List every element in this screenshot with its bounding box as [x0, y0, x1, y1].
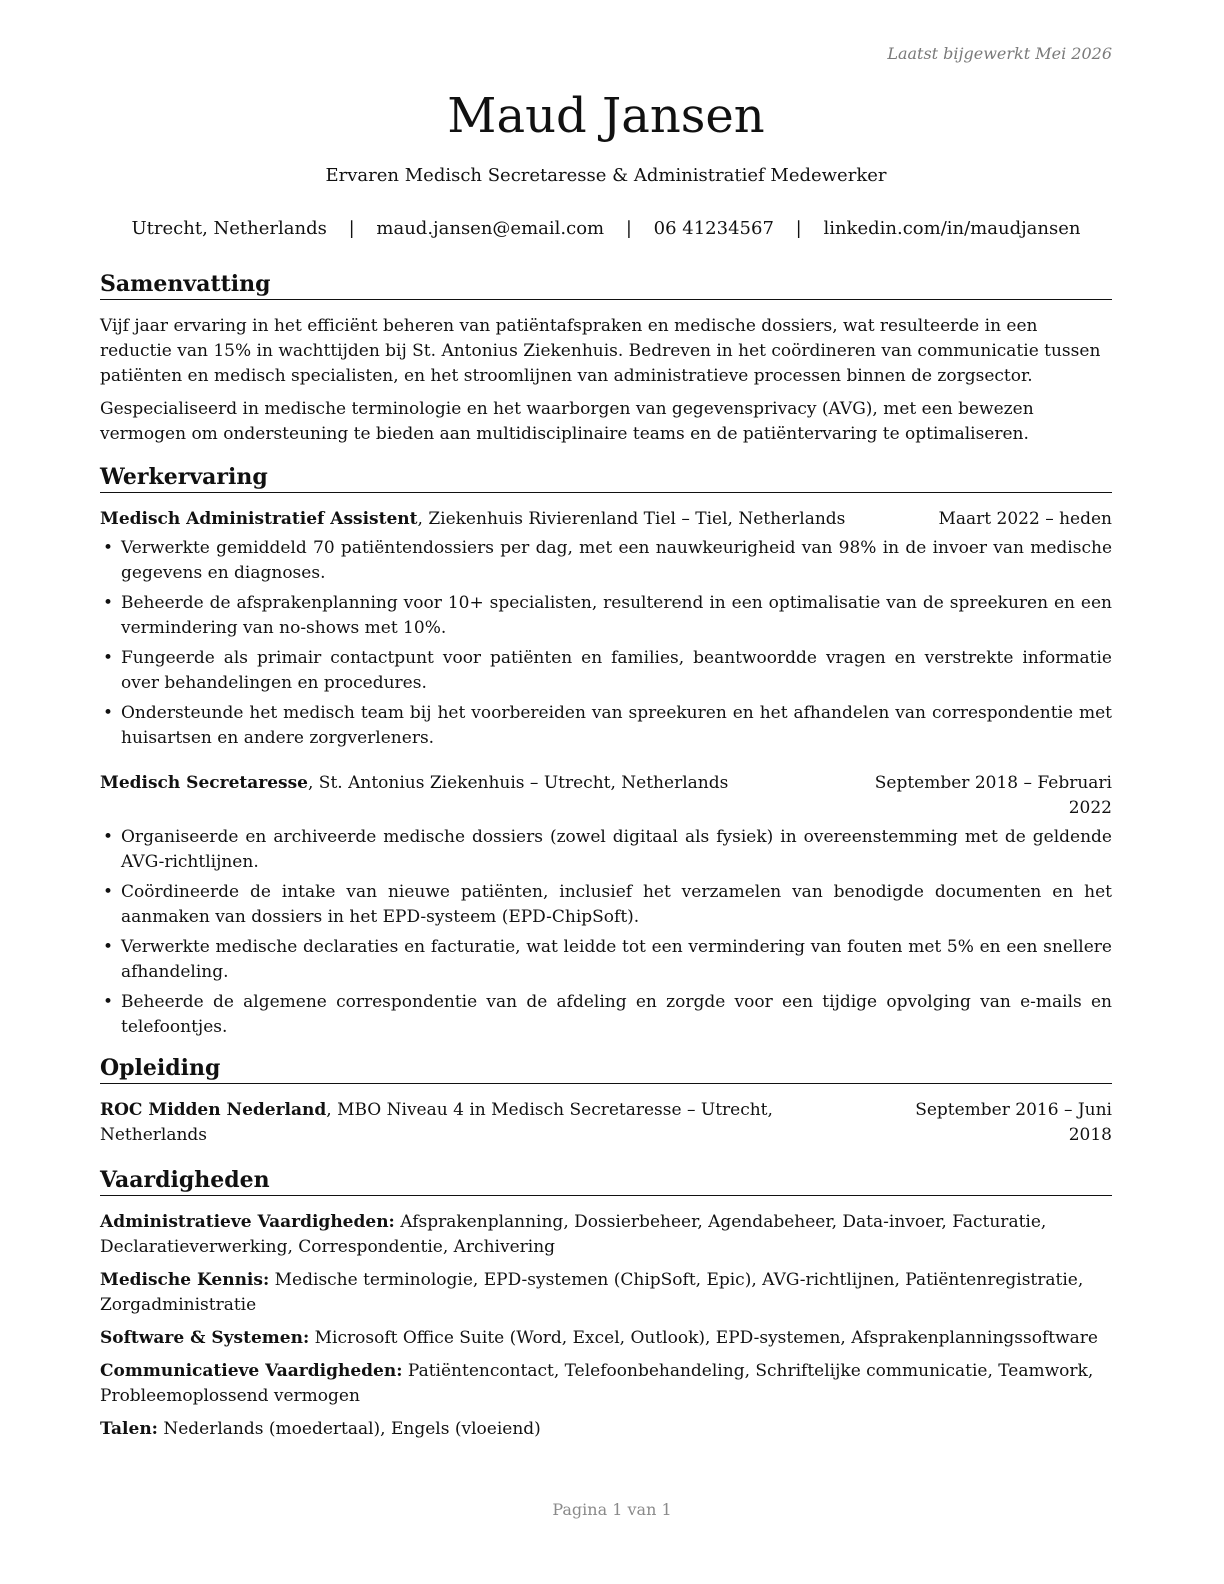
education-section	[100, 1054, 1112, 1148]
section-title-experience: Werkervaring	[100, 463, 1112, 493]
contact-line	[100, 217, 1112, 241]
education-dates: September 2016 – Juni 2018	[915, 1100, 1112, 1145]
candidate-name: Maud Jansen	[447, 88, 765, 144]
contact-separator: |	[625, 218, 632, 239]
contact-linkedin[interactable]: linkedin.com/in/maudjansen	[823, 218, 1081, 239]
section-title-skills: Vaardigheden	[100, 1166, 1112, 1196]
job-bullet: • Verwerkte medische declaraties en facturatie, wat leidde tot een vermindering van fouten met 5% en een snellere afhandeling.	[100, 935, 1112, 985]
job-header	[100, 771, 1112, 821]
job-entry	[100, 771, 1112, 1040]
skill-label: Administratieve Vaardigheden:	[100, 1212, 395, 1232]
skill-label: Talen:	[100, 1419, 158, 1439]
education-detail: , MBO Niveau 4 in Medisch Secretaresse – Utrecht, Netherlands	[100, 1100, 773, 1145]
job-title-line	[100, 771, 872, 796]
contact-separator: |	[348, 218, 355, 239]
job-header	[100, 507, 1112, 532]
skill-value: Patiëntencontact, Telefoonbehandeling, Schriftelijke communicatie, Teamwork, Probleemoplossend vermogen	[100, 1361, 1094, 1406]
resume-body	[100, 270, 1112, 1450]
skill-row	[100, 1268, 1112, 1318]
skill-label: Communicatieve Vaardigheden:	[100, 1361, 403, 1381]
education-school: ROC Midden Nederland	[100, 1100, 327, 1120]
experience-section	[100, 463, 1112, 1040]
skill-row	[100, 1359, 1112, 1409]
job-title-line	[100, 507, 938, 532]
skill-row	[100, 1210, 1112, 1260]
job-entry	[100, 507, 1112, 751]
job-bullet: • Ondersteunde het medisch team bij het voorbereiden van spreekuren en het afhandelen van correspondentie met huisartsen en andere zorgverleners.	[100, 701, 1112, 751]
job-organization: , St. Antonius Ziekenhuis – Utrecht, Netherlands	[308, 773, 729, 793]
job-bullets	[100, 536, 1112, 751]
last-updated-note: Laatst bijgewerkt Mei 2026	[887, 44, 1112, 63]
contact-phone[interactable]: 06 41234567	[653, 218, 774, 239]
contact-location: Utrecht, Netherlands	[131, 218, 327, 239]
job-bullet: • Verwerkte gemiddeld 70 patiëntendossiers per dag, met een nauwkeurigheid van 98% in de invoer van medische gegevens en diagnoses.	[100, 536, 1112, 586]
job-bullet: • Fungeerde als primair contactpunt voor patiënten en families, beantwoordde vragen en verstrekte informatie over behandelingen en procedures.	[100, 646, 1112, 696]
skill-value: Medische terminologie, EPD-systemen (ChipSoft, Epic), AVG-richtlijnen, Patiëntenregistratie, Zorgadministratie	[100, 1270, 1084, 1315]
section-title-education: Opleiding	[100, 1054, 1112, 1084]
skill-value: Afsprakenplanning, Dossierbeheer, Agendabeheer, Data-invoer, Facturatie, Declaratieverwerking, Correspondentie, Archivering	[100, 1212, 1047, 1257]
resume-header	[100, 86, 1112, 241]
skill-label: Medische Kennis:	[100, 1270, 270, 1290]
job-bullets	[100, 825, 1112, 1040]
contact-separator: |	[795, 218, 802, 239]
skill-value: Nederlands (moedertaal), Engels (vloeiend)	[157, 1419, 541, 1439]
section-title-summary: Samenvatting	[100, 270, 1112, 300]
job-role: Medisch Administratief Assistent	[100, 509, 418, 529]
skill-row	[100, 1326, 1112, 1351]
summary-paragraph: Vijf jaar ervaring in het efficiënt beheren van patiëntafspraken en medische dossiers, wat resulteerde in een reductie van 15% in wachttijden bij St. Antonius Ziekenhuis. Bedreven in het coördineren van communicatie tussen patiënten en medisch specialisten, en het stroomlijnen van administratieve processen binnen de zorgsector.	[100, 316, 1101, 386]
skills-section	[100, 1166, 1112, 1442]
job-bullet: • Beheerde de algemene correspondentie van de afdeling en zorgde voor een tijdige opvolging van e-mails en telefoontjes.	[100, 990, 1112, 1040]
skill-row	[100, 1417, 1112, 1442]
education-header	[100, 1098, 1112, 1148]
candidate-headline: Ervaren Medisch Secretaresse & Administratief Medewerker	[325, 165, 887, 186]
education-line	[100, 1098, 882, 1148]
contact-email[interactable]: maud.jansen@email.com	[376, 218, 605, 239]
job-organization: , Ziekenhuis Rivierenland Tiel – Tiel, Netherlands	[417, 509, 846, 529]
summary-paragraph: Gespecialiseerd in medische terminologie en het waarborgen van gegevensprivacy (AVG), met een bewezen vermogen om ondersteuning te bieden aan multidisciplinaire teams en de patiëntervaring te optimaliseren.	[100, 399, 1034, 444]
job-bullet: • Coördineerde de intake van nieuwe patiënten, inclusief het verzamelen van benodigde documenten en het aanmaken van dossiers in het EPD-systeem (EPD-ChipSoft).	[100, 880, 1112, 930]
job-dates: Maart 2022 – heden	[938, 509, 1112, 529]
skill-label: Software & Systemen:	[100, 1328, 310, 1348]
job-dates: September 2018 – Februari 2022	[874, 773, 1112, 818]
job-bullet: • Organiseerde en archiveerde medische dossiers (zowel digitaal als fysiek) in overeenstemming met de geldende AVG-richtlijnen.	[100, 825, 1112, 875]
education-entry	[100, 1098, 1112, 1148]
page-number: Pagina 1 van 1	[552, 1500, 672, 1519]
summary-section	[100, 270, 1112, 447]
skill-value: Microsoft Office Suite (Word, Excel, Outlook), EPD-systemen, Afsprakenplanningssoftware	[309, 1328, 1098, 1348]
job-bullet: • Beheerde de afsprakenplanning voor 10+ specialisten, resulterend in een optimalisatie van de spreekuren en een vermindering van no-shows met 10%.	[100, 591, 1112, 641]
job-role: Medisch Secretaresse	[100, 773, 308, 793]
